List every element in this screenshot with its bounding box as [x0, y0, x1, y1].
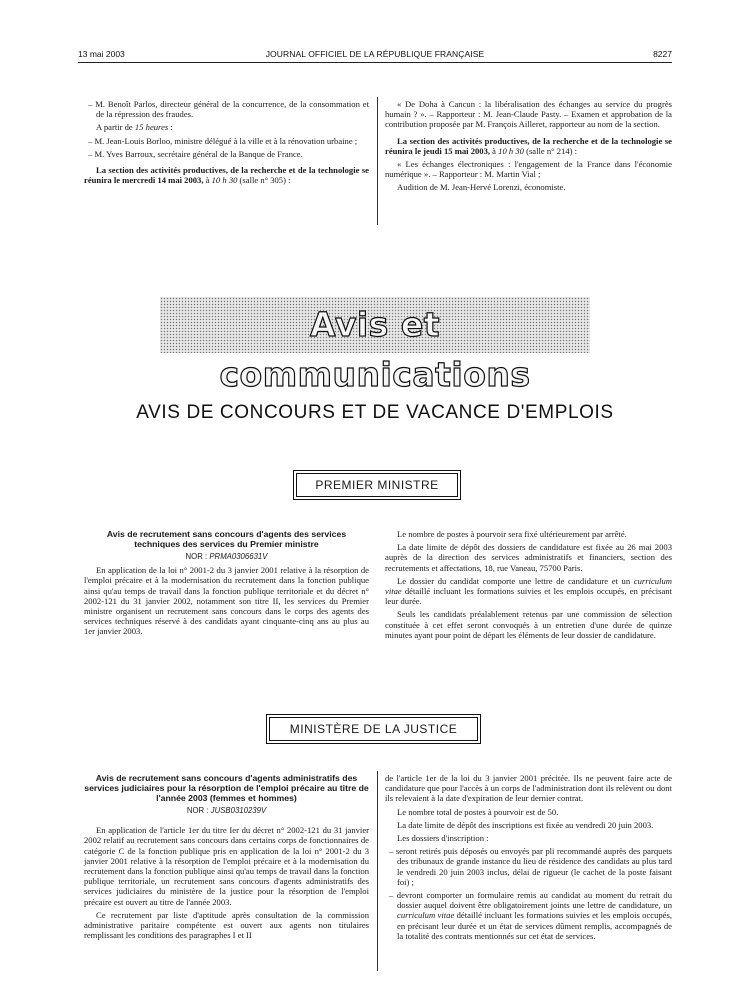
section-meeting-notice: La section des activités productives, de la recherche et de la technologie se réunira le jeudi 15 mai 2003, à 10 h 30 (salle n° 214) : [385, 135, 672, 156]
paragraph: Audition de M. Jean-Hervé Lorenzi, économiste. [397, 182, 566, 193]
paragraph: Le dossier du candidat comporte une lettre de candidature et un curriculum vitae détaillé incluant les formations suivies et les emplois occupés, en précisant leur durée. [385, 575, 672, 607]
paragraph: Le nombre de postes à pourvoir sera fixé ultérieurement par arrêté. [397, 529, 627, 539]
ministry-name: MINISTÈRE DE LA JUSTICE [289, 722, 458, 736]
list-item: – seront retirés puis déposés ou envoyés par pli recommandé auprès des parquets des tribunaux de grande instance du lieu de résidence des candidats au plus tard le vendredi 20 juin 2003 inclus, délai de rigueur (le cachet de la poste faisant foi) ; [389, 846, 672, 887]
section-title: AVIS DE CONCOURS ET DE VACANCE D'EMPLOIS [136, 402, 614, 423]
ministry-name: PREMIER MINISTRE [315, 478, 439, 492]
list-item: – devront comporter un formulaire remis au candidat au moment du retrait du dossier auquel doivent être obligatoirement joints une lettre de candidature, un curriculum vitae détaillé incluant les formations suivies et les emplois occupés, en précisant leur durée et un état de services dûment remplis, accompagnés de la totalité des contrats mentionnés sur cet état de services. [389, 890, 672, 941]
paragraph: de l'article 1er de la loi du 3 janvier 2001 précitée. Ils ne peuvent faire acte de candidature que pour l'accès à un corps de l'administration dont ils relèvent ou dont ils relevaient à la date d'expiration de leur dernier contrat. [385, 773, 672, 804]
ministry2-left-column [84, 773, 369, 943]
column-divider [377, 97, 378, 225]
column-divider [377, 771, 378, 971]
header-journal-title: JOURNAL OFFICIEL DE LA RÉPUBLIQUE FRANÇAISE [265, 49, 485, 59]
top-right-column [385, 99, 672, 196]
banner-title: Avis et communications [219, 305, 531, 394]
ministry-heading-box [269, 717, 478, 741]
header-date: 13 mai 2003 [78, 49, 125, 59]
paragraph: « De Doha à Cancun : la libéralisation des échanges au service du progrès humain ? ». – Rapporteur : M. Jean-Claude Pasty. – Examen et approbation de la contribution proposée par M. François Ailleret, rapporteur au nom de la section. [385, 99, 672, 130]
paragraph: Les dossiers d'inscription : [397, 833, 489, 844]
nor-reference: NOR : JUSB0310239V [186, 806, 267, 815]
top-left-column [84, 99, 369, 188]
list-item: – M. Yves Barroux, secrétaire général de la Banque de France. [88, 148, 303, 159]
paragraph: Le nombre total de postes à pourvoir est de 50. [397, 806, 559, 817]
ministry1-left-column [84, 529, 369, 640]
ministry1-right-column [385, 529, 672, 643]
section-meeting-notice: La section des activités productives, de la recherche et de la technologie se réunira le mercredi 14 mai 2003, à 10 h 30 (salle n° 305) : [84, 165, 369, 186]
ministry2-right-column [385, 773, 672, 944]
avis-title: Avis de recrutement sans concours d'agents administratifs des services judiciaires pour la résorption de l'emploi précaire au titre de l'année 2003 (femmes et hommes) [84, 773, 369, 803]
ministry-heading-box [296, 473, 458, 497]
paragraph: Ce recrutement par liste d'aptitude après consultation de la commission administrative paritaire compétente est ouvert aux agents non titulaires remplissant les conditions des paragraphes I et II [84, 909, 369, 941]
paragraph: En application de l'article 1er du titre Ier du décret n° 2002-121 du 31 janvier 2002 relatif au recrutement sans concours dans certains corps de fonctionnaires de catégorie C de la fonction publique pris en application de la loi n° 2001-2 du 3 janvier 2001 relative à la résorption de l'emploi précaire et à la modernisation du recrutement dans la fonction publique ainsi qu'au temps de travail dans la fonction publique territoriale, un recrutement sans concours d'agents administratifs des services judiciaires du ministère de la justice pour la résorption de l'emploi précaire est ouvert au titre de l'année 2003. [84, 825, 369, 907]
paragraph: La date limite de dépôt des dossiers de candidature est fixée au 26 mai 2003 auprès de la direction des services administratifs et financiers, section des recrutements et affectations, 18, rue Vaneau, 75700 Paris. [385, 542, 672, 573]
list-item: – M. Benoît Parlos, directeur général de la concurrence, de la consommation et de la répression des fraudes. [88, 99, 369, 120]
time-line: A partir de 15 heures : [96, 122, 173, 133]
nor-reference: NOR : PRMA0306631V [185, 552, 268, 561]
page-header [78, 49, 672, 63]
header-rule [78, 62, 672, 63]
paragraph: En application de la loi n° 2001-2 du 3 janvier 2001 relative à la résorption de l'emploi précaire et à la modernisation du recrutement dans la fonction publique ainsi qu'au temps de travail dans la fonction publique territoriale et du décret n° 2002-121 du 31 janvier 2002, notamment son titre II, les services du Premier ministre organisent un recrutement sans concours dans le corps des agents des services techniques réservé à des candidats ayant cinquante-cinq ans au plus au 1er janvier 2003. [84, 565, 369, 637]
paragraph: La date limite de dépôt des inscriptions est fixée au vendredi 20 juin 2003. [397, 819, 654, 830]
list-item: – M. Jean-Louis Borloo, ministre délégué à la ville et à la rénovation urbaine ; [88, 135, 358, 146]
paragraph: Seuls les candidats préalablement retenus par une commission de sélection constituée à cet effet seront convoqués à un entretien d'une durée de quinze minutes ayant pour point de départ les éléments de leur dossier de candidature. [385, 609, 672, 640]
paragraph: « Les échanges électroniques : l'engagement de la France dans l'économie numérique ». – Rapporteur : M. Martin Vial ; [385, 159, 672, 180]
header-page-number: 8227 [653, 49, 672, 59]
avis-title: Avis de recrutement sans concours d'agents des services techniques des services du Premier ministre [106, 529, 347, 549]
